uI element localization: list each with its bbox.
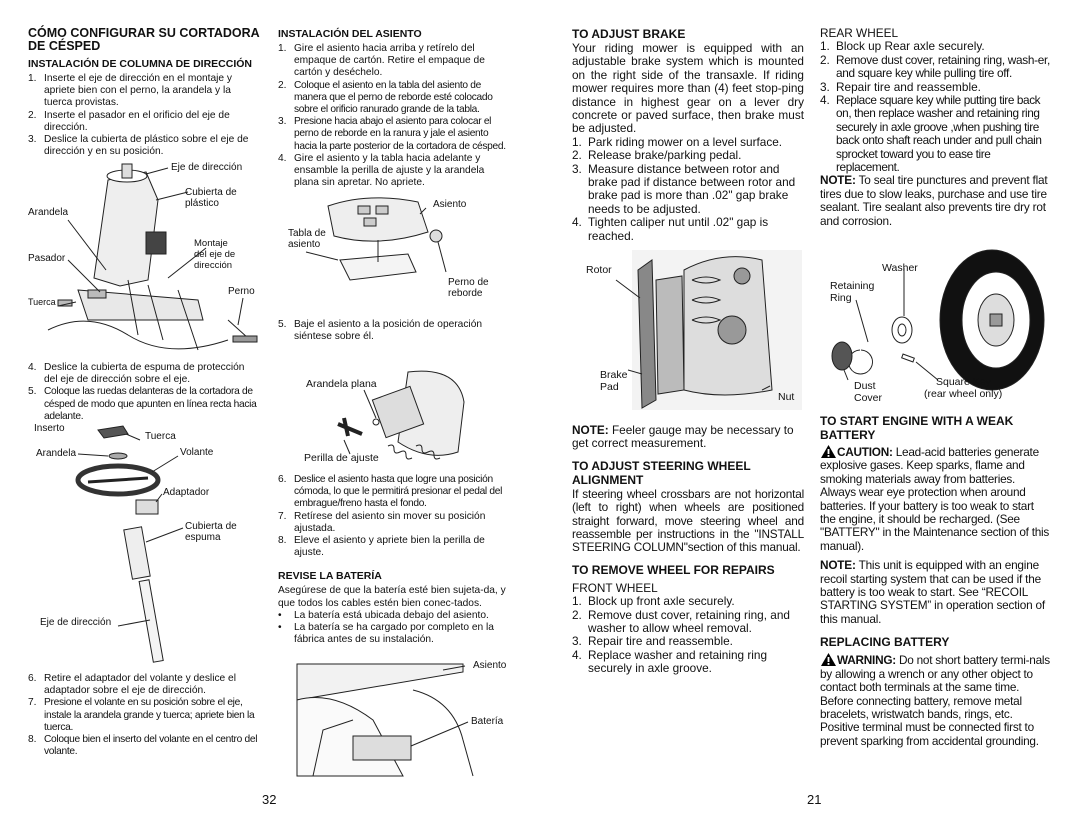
list-item: 2. Coloque el asiento en la tabla del asiento de manera que el perno de reborde esté colocado sobre el orificio ranurado grande de la tabla. xyxy=(278,79,493,116)
list-item: 3. Repair tire and reassemble. xyxy=(572,634,733,649)
label-nut: Nut xyxy=(778,391,795,403)
list-item: • La batería se ha cargado por completo en la fábrica antes de su instalación. xyxy=(278,622,494,646)
list-item: 5. Baje el asiento a la posición de operación siéntese sobre él. xyxy=(278,319,483,343)
warning-triangle-icon xyxy=(820,652,837,667)
page-title-line1: CÓMO CONFIGURAR SU CORTADORA xyxy=(28,26,260,40)
left-col-2 xyxy=(278,28,510,189)
left-col-1-bottom xyxy=(28,673,260,758)
battery-text: Asegúrese de que la batería esté bien sujeta-da, y que todos los cables estén bien conec-tados. xyxy=(278,585,506,609)
label-pasador: Pasador xyxy=(28,253,66,264)
steps-list xyxy=(28,362,260,423)
list-item: 7. Presione el volante en su posición sobre el eje, instale la arandela grande y tuerca; apriete bien la tuerca. xyxy=(28,697,255,733)
list-item: 4. Replace square key while putting tire back on, then replace washer and retaining ring securely in axle groove ,when pushing tire back onto shaft reach under and pull chain sprocket toward you to ease tire replacement. xyxy=(820,93,1042,175)
label-asiento: Asiento xyxy=(433,199,467,210)
list-item: 3. Measure distance between rotor and brake pad if distance between rotor and brake pad is more than .02" gap brake needs to be adjusted. xyxy=(572,161,796,216)
section-heading-remove-wheel: TO REMOVE WHEEL FOR REPAIRS xyxy=(572,562,775,577)
label-cubierta-2: plástico xyxy=(185,198,219,209)
front-wheel-label: FRONT WHEEL xyxy=(572,580,658,595)
figure-seat-pan xyxy=(278,192,510,310)
left-col-1 xyxy=(28,27,260,158)
steps-list xyxy=(28,673,260,758)
warning-text: WARNING: Do not short battery termi-nals by allowing a wrench or any other object to contact both terminals at the same time. Before connecting battery, remove metal bracelets, wristwatch bands, rings, etc. Positive terminal must be connected first to prevent sparking from accidental grounding. xyxy=(820,653,1050,748)
label-montaje-3: dirección xyxy=(194,260,233,271)
steps-list xyxy=(278,43,510,189)
list-item: 3. Presione hacia abajo el asiento para colocar el perno de reborde en la ranura y jale el asiento hacia la parte posterior de la cortadora de césped. xyxy=(278,116,506,152)
list-item: 2. Remove dust cover, retaining ring, wash-er, and square key while pulling tire off. xyxy=(820,52,1050,81)
list-item: 3. Deslice la cubierta de plástico sobre el eje de dirección y en su posición. xyxy=(28,134,249,158)
label-washer: Washer xyxy=(882,262,918,274)
list-item: 3. Repair tire and reassemble. xyxy=(820,79,981,94)
list-item: 2. Release brake/parking pedal. xyxy=(572,148,742,163)
page-number-right: 21 xyxy=(807,792,822,807)
label-retaining-1: Retaining xyxy=(830,280,875,292)
label-montaje-2: del eje de xyxy=(194,249,236,260)
figure-steering-wheel xyxy=(28,420,260,670)
label-arandela-plana: Arandela plana xyxy=(306,378,377,390)
list-item: • La batería está ubicada debajo del asiento. xyxy=(278,609,489,621)
section-heading-steering: INSTALACIÓN DE COLUMNA DE DIRECCIÓN xyxy=(28,58,252,70)
note-sealant: NOTE: To seal tire punctures and prevent flat tires due to slow leaks, purchase and use tire sealant. Tire sealant also prevents tire dry rot and corrosion. xyxy=(820,173,1048,228)
list-item: 1. Block up front axle securely. xyxy=(572,594,735,609)
list-item: 1. Park riding mower on a level surface. xyxy=(572,134,783,149)
right-col-1-bottom xyxy=(572,424,804,676)
note-recoil: NOTE: This unit is equipped with an engine recoil starting system that can be used if the battery is too weak to start. See “RECOIL STARTING SYSTEM” in operation section of this manual. xyxy=(820,558,1045,626)
label-adaptador: Adaptador xyxy=(163,487,210,498)
figure-seat-knob xyxy=(278,362,510,472)
label-arandela: Arandela xyxy=(36,448,77,459)
label-montaje-1: Montaje xyxy=(194,238,228,249)
list-item: 7. Retírese del asiento sin mover su posición ajustada. xyxy=(278,510,486,534)
steering-text: If steering wheel crossbars are not horizontal (left to right) when wheels are positioned straight forward, move steering wheel and reassemble per instructions in the "INSTALL STEERING COLUMN"section of this manual. xyxy=(572,486,804,555)
list-item: 4. Replace washer and retaining ring securely in axle groove. xyxy=(572,647,768,676)
figure-battery-location xyxy=(293,660,510,780)
label-key-2: (rear wheel only) xyxy=(924,388,1003,400)
brake-text: Your riding mower is equipped with an adjustable brake system which is mounted on the right side of the transaxle. If riding mower requires more than (4) feet stop-ping distance in highest gear on a lever dry concrete or paved surface, then brake must be adjusted. xyxy=(572,41,804,136)
label-eje: Eje de dirección xyxy=(171,162,243,173)
left-col-2-step5 xyxy=(278,319,510,343)
label-tuerca: Tuerca xyxy=(28,297,56,307)
list-item: 8. Coloque bien el inserto del volante en el centro del volante. xyxy=(28,734,258,758)
label-tabla-1: Tabla de xyxy=(288,228,326,239)
list-item: 4. Deslice la cubierta de espuma de protección del eje de dirección sobre el eje. xyxy=(28,362,245,386)
section-heading-steering-1: TO ADJUST STEERING WHEEL xyxy=(572,458,751,473)
list-item: 1. Gire el asiento hacia arriba y retírelo del empaque de cartón. Retire el empaque de cartón y deséchelo. xyxy=(278,43,485,79)
right-col-1 xyxy=(572,27,804,243)
label-dust-1: Dust xyxy=(854,380,876,392)
section-heading-seat: INSTALACIÓN DEL ASIENTO xyxy=(278,28,422,40)
label-cubierta-2: espuma xyxy=(185,532,221,543)
steps-list xyxy=(820,40,1052,174)
label-inserto: Inserto xyxy=(34,423,65,434)
label-cubierta-1: Cubierta de xyxy=(185,187,237,198)
section-heading-weak-battery-1: TO START ENGINE WITH A WEAK xyxy=(820,414,1014,428)
figure-brake xyxy=(572,240,804,412)
steps-list xyxy=(572,595,804,675)
label-tabla-2: asiento xyxy=(288,239,321,250)
list-item: 2. Inserte el pasador en el orificio del eje de dirección. xyxy=(28,109,230,133)
section-heading-weak-battery-2: BATTERY xyxy=(820,428,876,442)
section-heading-battery: REVISE LA BATERÍA xyxy=(278,570,382,583)
label-cubierta-1: Cubierta de xyxy=(185,521,237,532)
steps-list xyxy=(278,474,510,559)
page-title-line2: DE CÉSPED xyxy=(28,39,101,53)
label-rotor: Rotor xyxy=(586,264,612,276)
label-brake-2: Pad xyxy=(600,381,619,393)
list-item: 6. Retire el adaptador del volante y deslice el adaptador sobre el eje de dirección. xyxy=(28,673,236,697)
label-retaining-2: Ring xyxy=(830,292,852,304)
figure-steering-column xyxy=(28,160,260,360)
label-eje: Eje de dirección xyxy=(40,617,112,628)
section-heading-brake: TO ADJUST BRAKE xyxy=(572,27,686,41)
steps-list xyxy=(28,73,260,158)
section-heading-steering-2: ALIGNMENT xyxy=(572,472,644,487)
section-heading-replacing-battery: REPLACING BATTERY xyxy=(820,635,950,650)
list-item: 2. Remove dust cover, retaining ring, and washer to allow wheel removal. xyxy=(572,607,790,636)
steps-list xyxy=(278,319,510,343)
list-item: 4. Gire el asiento y la tabla hacia adelante y ensamble la perilla de ajuste y la arandela plana sin apretar. No apriete. xyxy=(278,152,485,189)
label-perno-1: Perno de xyxy=(448,277,489,288)
label-volante: Volante xyxy=(180,447,214,458)
battery-bullets xyxy=(278,610,510,647)
label-perno: Perno xyxy=(228,286,255,297)
right-col-2-bottom xyxy=(820,414,1052,748)
list-item: 8. Eleve el asiento y apriete bien la perilla de ajuste. xyxy=(278,535,485,559)
right-col-2 xyxy=(820,27,1052,228)
left-col-1-mid xyxy=(28,362,260,423)
label-perilla: Perilla de ajuste xyxy=(304,452,379,464)
label-dust-2: Cover xyxy=(854,392,883,404)
rear-wheel-label: REAR WHEEL xyxy=(820,26,899,40)
left-col-2-bottom xyxy=(278,474,510,646)
figure-wheel-parts xyxy=(820,238,1052,410)
label-asiento: Asiento xyxy=(473,660,507,671)
list-item: 5. Coloque las ruedas delanteras de la cortadora de césped de modo que apunten en línea recta hacia adelante. xyxy=(28,386,257,422)
label-key-1: Square Key xyxy=(936,376,991,388)
steps-list xyxy=(572,136,804,243)
note-feeler: NOTE: Feeler gauge may be necessary to get correct measurement. xyxy=(572,423,794,451)
list-item: 1. Block up Rear axle securely. xyxy=(820,39,985,54)
page-number-left: 32 xyxy=(262,792,277,807)
label-perno-2: reborde xyxy=(448,288,483,299)
warning-triangle-icon xyxy=(820,444,837,459)
label-bateria: Batería xyxy=(471,716,504,727)
label-brake-1: Brake xyxy=(600,369,628,381)
label-tuerca: Tuerca xyxy=(145,431,176,442)
list-item: 4. Tighten caliper nut until .02" gap is reached. xyxy=(572,215,769,243)
list-item: 6. Deslice el asiento hasta que logre una posición cómoda, lo que le permitirá presionar el pedal del embrague/freno hasta el fondo. xyxy=(278,474,503,510)
caution-text: CAUTION: Lead-acid batteries generate explosive gases. Keep sparks, flame and smoking materials away from batteries. Always wear eye protection when around batteries. If your battery is too weak to start the engine, it should be recharged. (See "BATTERY" in the Maintenance section of this manual). xyxy=(820,445,1050,553)
list-item: 1. Inserte el eje de dirección en el montaje y apriete bien con el perno, la arandela y la tuerca provistas. xyxy=(28,73,233,109)
label-arandela: Arandela xyxy=(28,207,69,218)
